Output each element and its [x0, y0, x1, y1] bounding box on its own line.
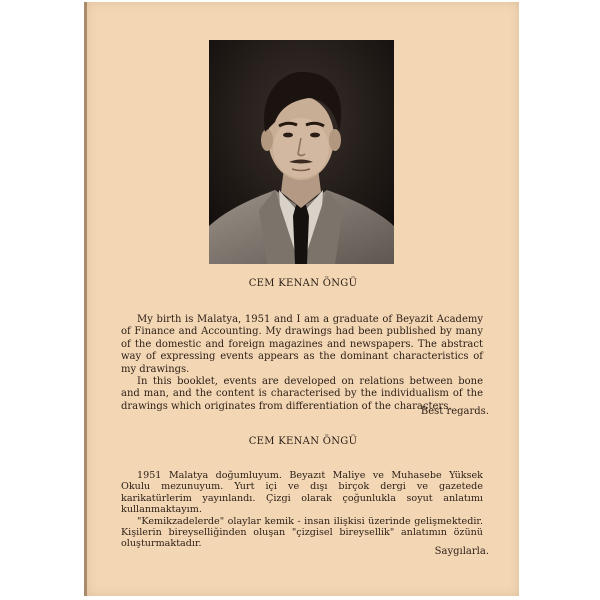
author-name-english: CEM KENAN ÖNGÜ — [248, 278, 358, 289]
author-name-turkish: CEM KENAN ÖNGÜ — [248, 436, 358, 447]
author-portrait-photo — [209, 40, 394, 264]
english-paragraph: In this booklet, events are developed on relations between bone and man, and the content is characterised by the individualism of the drawings which originates from differentiation of the characters. — [121, 376, 483, 412]
turkish-paragraph: "Kemikzadelerde" olaylar kemik - insan ilişkisi üzerinde gelişmektedir. Kişilerin bireyselliğinden oluşan "çizgisel bireysellik" anlatımın özünü oluşturmaktadır. — [121, 515, 483, 550]
book-page — [84, 2, 519, 596]
english-paragraph: My birth is Malatya, 1951 and I am a graduate of Beyazit Academy of Finance and Accounting. My drawings had been published by many of the domestic and foreign magazines and newspapers. The abstract way of expressing events appears as the dominant characteristics of my drawings. — [121, 314, 483, 375]
turkish-bio — [121, 470, 483, 550]
english-bio — [121, 314, 483, 413]
turkish-paragraph: 1951 Malatya doğumluyum. Beyazıt Maliye ve Muhasebe Yüksek Okulu mezunuyum. Yurt içi ve dışı birçok dergi ve gazetede karikatürlerim yayınlandı. Çizgi olarak çoğunlukla soyut anlatımı kullanmaktayım. — [121, 470, 483, 516]
turkish-closing: Saygılarla. — [434, 546, 489, 557]
english-closing: Best regards. — [420, 406, 489, 417]
